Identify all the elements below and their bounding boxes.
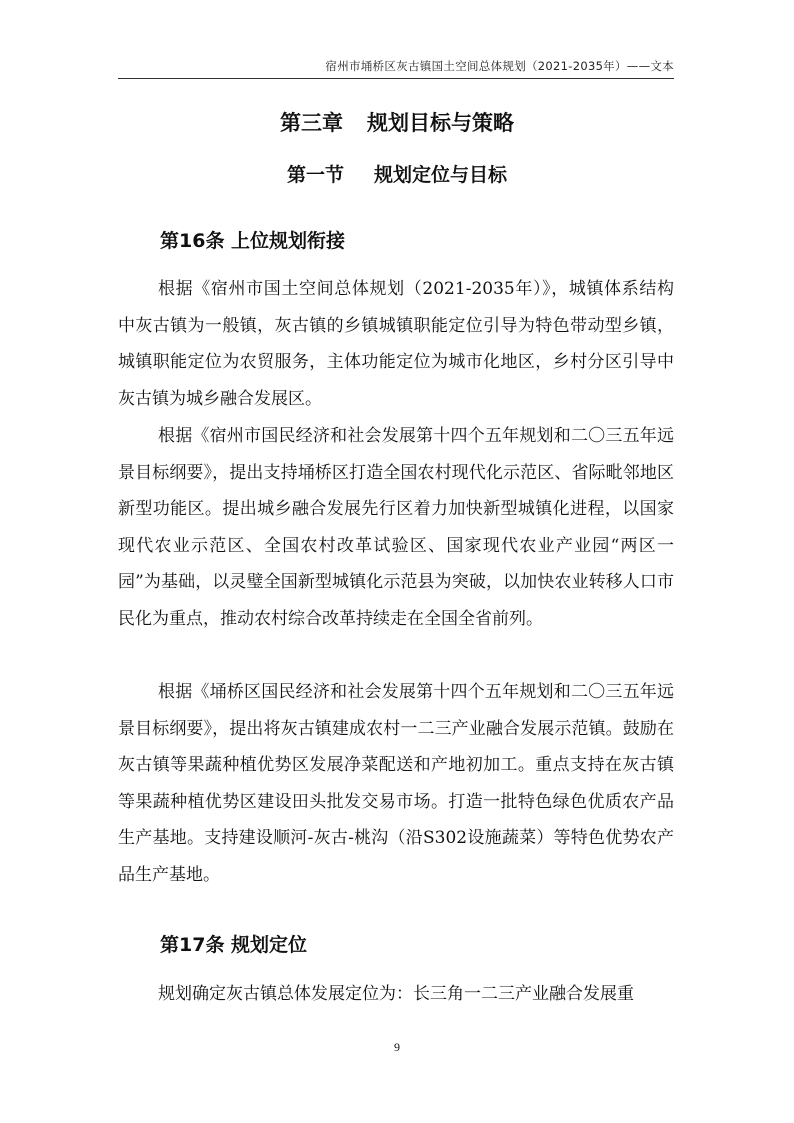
section-name: 规划定位与目标 xyxy=(374,164,508,186)
article-16-paragraph: 根据《宿州市国民经济和社会发展第十四个五年规划和二〇三五年远景目标纲要》，提出支持埇桥区打造全国农村现代化示范区、省际毗邻地区新型功能区。提出城乡融合发展先行区着力加快新型城镇化进程，以国家现代农业示范区、全国农村改革试验区、国家现代农业产业园“两区一园”为基础，以灵璧全国新型城镇化示范县为突破，以加快农业转移人口市民化为重点，推动农村综合改革持续走在全国全省前列。 xyxy=(118,426,674,629)
article-17-paragraph: 规划确定灰古镇总体发展定位为：长三角一二三产业融合发展重 xyxy=(158,984,634,1004)
header-divider xyxy=(118,78,674,79)
article-17-heading: 第17条 规划定位 xyxy=(160,934,308,956)
article-16-paragraph: 根据《埇桥区国民经济和社会发展第十四个五年规划和二〇三五年远景目标纲要》，提出将灰古镇建成农村一二三产业融合发展示范镇。鼓励在灰古镇等果蔬种植优势区发展净菜配送和产地初加工。重点支持在灰古镇等果蔬种植优势区建设田头批发交易市场。打造一批特色绿色优质农产品生产基地。支持建设顺河-灰古-桃沟（沿S302设施蔬菜）等特色优势农产品生产基地。 xyxy=(118,682,674,885)
article-16-paragraph: 根据《宿州市国土空间总体规划（2021-2035年）》，城镇体系结构中灰古镇为一般镇，灰古镇的乡镇城镇职能定位引导为特色带动型乡镇，城镇职能定位为农贸服务，主体功能定位为城市化地区，乡村分区引导中灰古镇为城乡融合发展区。 xyxy=(118,279,674,409)
section-number: 第一节 xyxy=(286,164,344,186)
running-header: 宿州市埇桥区灰古镇国土空间总体规划（2021-2035年）——文本 xyxy=(325,59,674,73)
page-number: 9 xyxy=(394,1040,400,1054)
chapter-number: 第三章 xyxy=(280,111,343,135)
article-16-heading: 第16条 上位规划衔接 xyxy=(160,230,346,252)
chapter-name: 规划目标与策略 xyxy=(367,111,514,135)
chapter-title xyxy=(0,107,794,137)
section-title xyxy=(0,160,794,187)
